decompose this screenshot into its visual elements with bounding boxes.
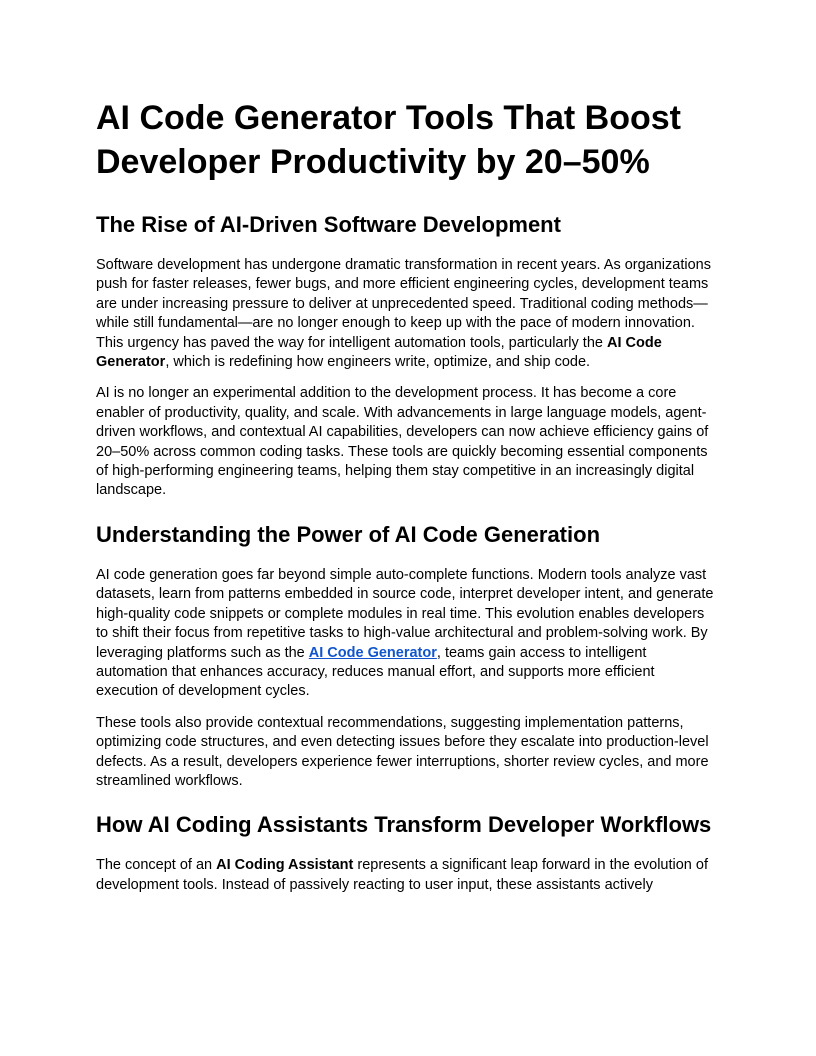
paragraph-assistants-1 [96,856,720,895]
paragraph-understanding-1 [96,566,720,702]
paragraph-rise-2: AI is no longer an experimental addition to the development process. It has become a core enabler of productivity, quality, and scale. With advancements in large language models, agent-driven workflows, and contextual AI capabilities, developers can now achieve efficiency gains of 20–50% across common coding tasks. These tools are quickly becoming essential components of high-performing engineering teams, helping them stay competitive in an increasingly digital landscape. [96,385,709,499]
paragraph-text: AI code generation goes far beyond simple auto-complete functions. Modern tools analyze vast datasets, learn from patterns embedded in source code, interpret developer intent, and generate high-quality code snippets or complete modules in real time. This evolution enables developers to shift their focus from repetitive tasks to high-value architectural and problem-solving work. By leveraging platforms such as the [96,566,714,661]
document-title: AI Code Generator Tools That Boost Developer Productivity by 20–50% [96,99,681,181]
section-heading-understanding: Understanding the Power of AI Code Generation [96,521,601,547]
paragraph-understanding-2: These tools also provide contextual recommendations, suggesting implementation patterns, optimizing code structures, and even detecting issues before they escalate into production-level defects. As a result, developers experience fewer interruptions, shorter review cycles, and more streamlined workflows. [96,714,709,789]
paragraph-text: , teams gain access to intelligent automation that enhances accuracy, reduces manual effort, and supports more efficient execution of development cycles. [96,644,655,700]
paragraph-text: Software development has undergone dramatic transformation in recent years. As organizations push for faster releases, fewer bugs, and more efficient engineering cycles, development teams are under increasing pressure to deliver at unprecedented speed. Traditional coding methods—while still fundamental—are no longer enough to keep up with the pace of modern innovation. This urgency has paved the way for intelligent automation tools, particularly the [96,257,711,351]
paragraph-text: , which is redefining how engineers write, optimize, and ship code. [165,354,591,371]
paragraph-rise-1 [96,256,720,372]
ai-code-generator-link[interactable]: AI Code Generator [308,644,437,661]
bold-term-ai-coding-assistant: AI Coding Assistant [216,857,354,874]
section-heading-assistants: How AI Coding Assistants Transform Developer Workflows [96,812,712,838]
section-heading-rise: The Rise of AI-Driven Software Development [96,212,561,237]
document-page [96,96,720,895]
paragraph-text: represents a significant leap forward in the evolution of development tools. Instead of passively reacting to user input, these assistants actively [96,857,708,893]
bold-term-ai-code-generator: AI Code Generator [96,334,662,371]
paragraph-text: The concept of an [96,857,217,874]
